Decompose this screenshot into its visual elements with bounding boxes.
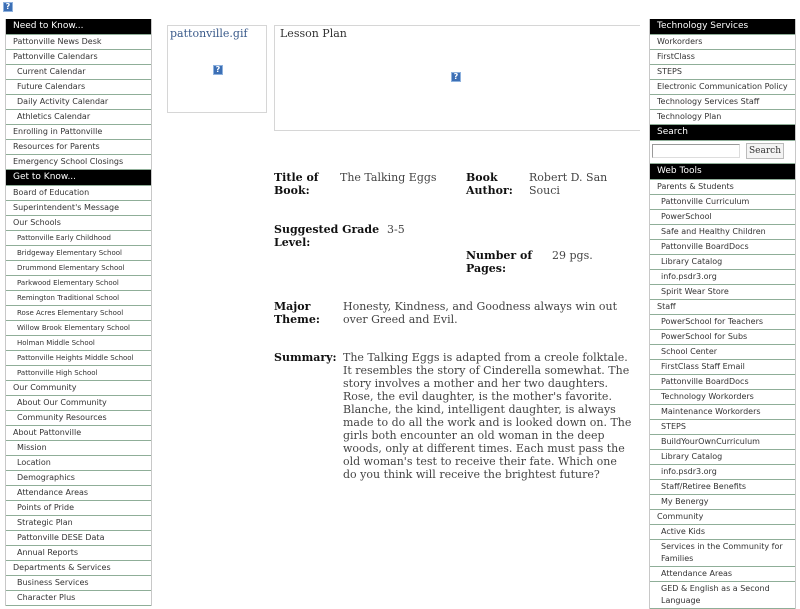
search-input[interactable] <box>652 144 740 158</box>
search-button[interactable]: Search <box>746 143 784 159</box>
nav-link-points-of-pride[interactable]: Points of Pride <box>6 501 151 516</box>
nav-link-steps[interactable]: STEPS <box>650 420 795 435</box>
nav-link-departments-services[interactable]: Departments & Services <box>6 561 151 576</box>
major-theme-label: Major Theme: <box>274 300 320 326</box>
nav-link-about-our-community[interactable]: About Our Community <box>6 396 151 411</box>
nav-link-my-benergy[interactable]: My Benergy <box>650 495 795 510</box>
nav-link-annual-reports[interactable]: Annual Reports <box>6 546 151 561</box>
nav-link-buildyourowncurriculum[interactable]: BuildYourOwnCurriculum <box>650 435 795 450</box>
banner-image-placeholder <box>274 25 640 131</box>
nav-link-safe-and-healthy-children[interactable]: Safe and Healthy Children <box>650 225 795 240</box>
nav-link-character-plus[interactable]: Character Plus <box>6 591 151 606</box>
nav-link-parents-students[interactable]: Parents & Students <box>650 180 795 195</box>
nav-link-services-in-the-community-for-families[interactable]: Services in the Community for Families <box>650 540 795 567</box>
nav-link-business-services[interactable]: Business Services <box>6 576 151 591</box>
nav-link-athletics-calendar[interactable]: Athletics Calendar <box>6 110 151 125</box>
nav-link-staff[interactable]: Staff <box>650 300 795 315</box>
nav-link-staff-retiree-benefits[interactable]: Staff/Retiree Benefits <box>650 480 795 495</box>
nav-link-pattonville-news-desk[interactable]: Pattonville News Desk <box>6 35 151 50</box>
nav-section-header-get-to-know: Get to Know... <box>6 170 151 186</box>
nav-link-demographics[interactable]: Demographics <box>6 471 151 486</box>
nav-link-emergency-school-closings[interactable]: Emergency School Closings <box>6 155 151 170</box>
nav-link-library-catalog[interactable]: Library Catalog <box>650 255 795 270</box>
number-of-pages-value: 29 pgs. <box>552 249 593 262</box>
nav-link-rose-acres-elementary-school[interactable]: Rose Acres Elementary School <box>6 306 151 321</box>
nav-link-about-pattonville[interactable]: About Pattonville <box>6 426 151 441</box>
nav-link-firstclass-staff-email[interactable]: FirstClass Staff Email <box>650 360 795 375</box>
nav-link-maintenance-workorders[interactable]: Maintenance Workorders <box>650 405 795 420</box>
logo-alt-text: pattonville.gif <box>170 27 248 40</box>
nav-link-our-community[interactable]: Our Community <box>6 381 151 396</box>
nav-link-willow-brook-elementary-school[interactable]: Willow Brook Elementary School <box>6 321 151 336</box>
nav-link-spirit-wear-store[interactable]: Spirit Wear Store <box>650 285 795 300</box>
number-of-pages-label: Number of Pages: <box>466 249 533 275</box>
nav-link-info-psdr3-org[interactable]: info.psdr3.org <box>650 270 795 285</box>
nav-link-powerschool-for-teachers[interactable]: PowerSchool for Teachers <box>650 315 795 330</box>
nav-link-future-calendars[interactable]: Future Calendars <box>6 80 151 95</box>
right-sidebar-nav <box>649 19 796 609</box>
suggested-grade-value: 3-5 <box>387 223 405 236</box>
web-tools-header: Web Tools <box>650 164 795 180</box>
nav-link-technology-plan[interactable]: Technology Plan <box>650 110 795 125</box>
nav-link-bridgeway-elementary-school[interactable]: Bridgeway Elementary School <box>6 246 151 261</box>
nav-link-location[interactable]: Location <box>6 456 151 471</box>
nav-link-current-calendar[interactable]: Current Calendar <box>6 65 151 80</box>
search-header: Search <box>650 125 795 141</box>
title-of-book-label: Title of Book: <box>274 171 319 197</box>
nav-link-ged-english-as-a-second-language[interactable]: GED & English as a Second Language <box>650 582 795 609</box>
technology-services-header: Technology Services <box>650 19 795 35</box>
nav-link-board-of-education[interactable]: Board of Education <box>6 186 151 201</box>
book-author-value: Robert D. San Souci <box>529 171 608 197</box>
nav-link-info-psdr3-org[interactable]: info.psdr3.org <box>650 465 795 480</box>
nav-link-powerschool[interactable]: PowerSchool <box>650 210 795 225</box>
nav-link-holman-middle-school[interactable]: Holman Middle School <box>6 336 151 351</box>
nav-link-resources-for-parents[interactable]: Resources for Parents <box>6 140 151 155</box>
broken-image-icon: ? <box>3 2 13 12</box>
nav-link-firstclass[interactable]: FirstClass <box>650 50 795 65</box>
nav-link-school-center[interactable]: School Center <box>650 345 795 360</box>
banner-title: Lesson Plan <box>280 27 347 40</box>
nav-link-pattonville-curriculum[interactable]: Pattonville Curriculum <box>650 195 795 210</box>
nav-link-pattonville-heights-middle-school[interactable]: Pattonville Heights Middle School <box>6 351 151 366</box>
nav-link-attendance-areas[interactable]: Attendance Areas <box>6 486 151 501</box>
nav-link-superintendent-s-message[interactable]: Superintendent's Message <box>6 201 151 216</box>
title-of-book-value: The Talking Eggs <box>340 171 437 184</box>
nav-link-our-schools[interactable]: Our Schools <box>6 216 151 231</box>
nav-link-enrolling-in-pattonville[interactable]: Enrolling in Pattonville <box>6 125 151 140</box>
nav-section-header-need-to-know: Need to Know... <box>6 19 151 35</box>
broken-image-icon: ? <box>213 65 223 75</box>
major-theme-value: Honesty, Kindness, and Goodness always win out over Greed and Evil. <box>343 300 618 326</box>
nav-link-pattonville-high-school[interactable]: Pattonville High School <box>6 366 151 381</box>
nav-link-parkwood-elementary-school[interactable]: Parkwood Elementary School <box>6 276 151 291</box>
nav-link-workorders[interactable]: Workorders <box>650 35 795 50</box>
left-sidebar-nav <box>5 19 152 606</box>
nav-link-pattonville-boarddocs[interactable]: Pattonville BoardDocs <box>650 240 795 255</box>
nav-link-powerschool-for-subs[interactable]: PowerSchool for Subs <box>650 330 795 345</box>
nav-link-pattonville-early-childhood[interactable]: Pattonville Early Childhood <box>6 231 151 246</box>
nav-link-remington-traditional-school[interactable]: Remington Traditional School <box>6 291 151 306</box>
summary-label: Summary: <box>274 351 337 364</box>
nav-link-technology-workorders[interactable]: Technology Workorders <box>650 390 795 405</box>
nav-link-drummond-elementary-school[interactable]: Drummond Elementary School <box>6 261 151 276</box>
nav-link-mission[interactable]: Mission <box>6 441 151 456</box>
logo-image-placeholder[interactable] <box>167 25 267 113</box>
nav-link-pattonville-dese-data[interactable]: Pattonville DESE Data <box>6 531 151 546</box>
nav-link-electronic-communication-policy[interactable]: Electronic Communication Policy <box>650 80 795 95</box>
search-form <box>650 141 795 164</box>
book-author-label: Book Author: <box>466 171 513 197</box>
broken-image-icon: ? <box>451 72 461 82</box>
nav-link-library-catalog[interactable]: Library Catalog <box>650 450 795 465</box>
nav-link-daily-activity-calendar[interactable]: Daily Activity Calendar <box>6 95 151 110</box>
nav-link-strategic-plan[interactable]: Strategic Plan <box>6 516 151 531</box>
nav-link-attendance-areas[interactable]: Attendance Areas <box>650 567 795 582</box>
nav-link-active-kids[interactable]: Active Kids <box>650 525 795 540</box>
nav-link-community[interactable]: Community <box>650 510 795 525</box>
nav-link-pattonville-boarddocs[interactable]: Pattonville BoardDocs <box>650 375 795 390</box>
summary-value: The Talking Eggs is adapted from a creole folktale. It resembles the story of Cinderella somewhat. The story involves a mother and her two daughters. Rose, the evil daughter, is the mother's favorite. Blanche, the kind, intelligent daughter, is always made to do all the work and is looked down on. The girls both encounter an old woman in the deep woods, only at different times. Each must pass the old woman's test to receive their fate. Which one do you think will receive the brightest future? <box>343 351 632 481</box>
nav-link-technology-services-staff[interactable]: Technology Services Staff <box>650 95 795 110</box>
nav-link-steps[interactable]: STEPS <box>650 65 795 80</box>
nav-link-pattonville-calendars[interactable]: Pattonville Calendars <box>6 50 151 65</box>
nav-link-community-resources[interactable]: Community Resources <box>6 411 151 426</box>
suggested-grade-label: Suggested Grade Level: <box>274 223 380 249</box>
